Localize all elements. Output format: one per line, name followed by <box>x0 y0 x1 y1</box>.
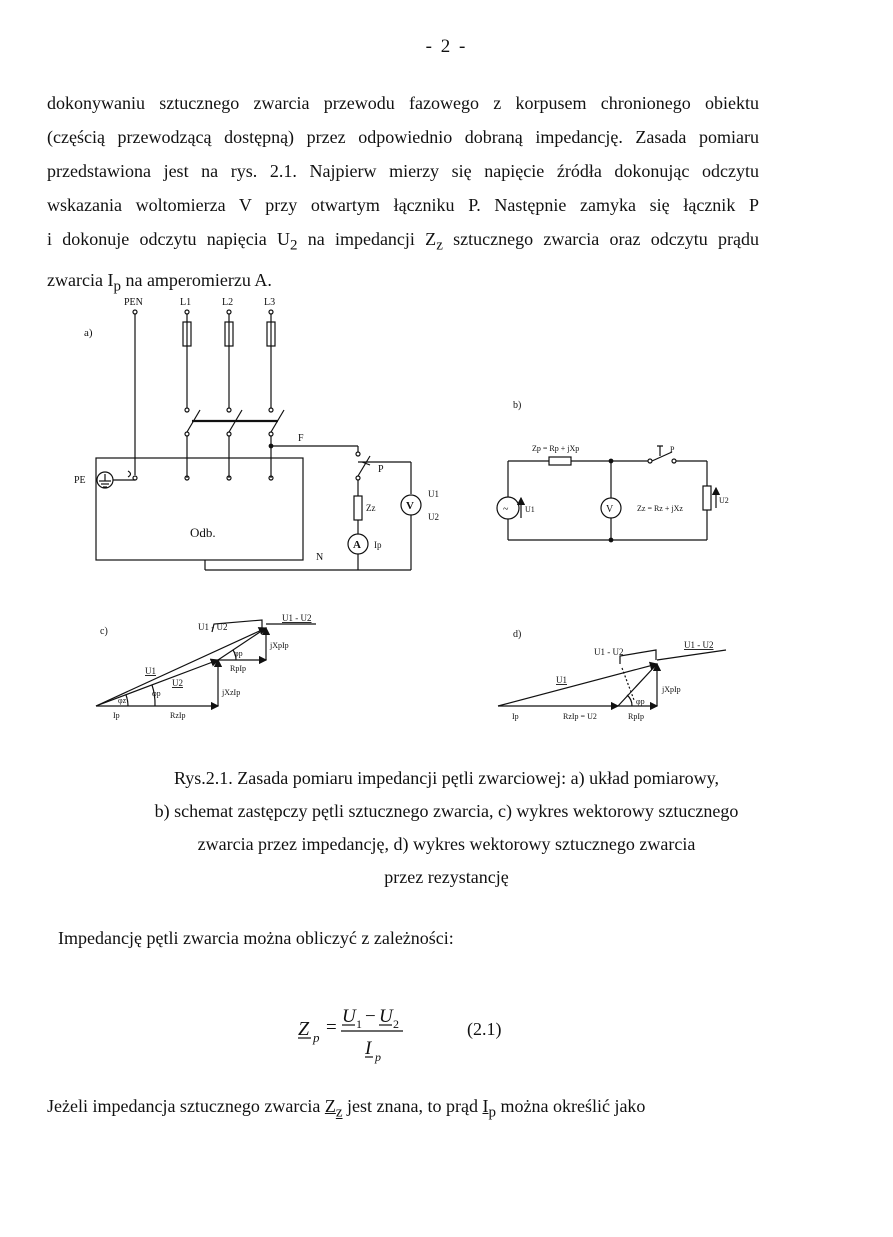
switch-p <box>358 456 370 476</box>
label-zz: Zz <box>366 503 376 513</box>
final-sentence <box>47 1096 645 1122</box>
line5-sub-2: z <box>436 237 443 254</box>
label-f: F <box>298 433 304 444</box>
formula-svg <box>295 1002 555 1072</box>
label-ip-a: Ip <box>374 540 382 550</box>
label-pen: PEN <box>124 297 143 308</box>
zp-equation: Zp = Rp + jXp <box>532 444 580 453</box>
caption-line-3: zwarcia przez impedancję, d) wykres wektorowy sztucznego zwarcia <box>197 834 696 854</box>
final-z-sub: z <box>335 1104 343 1121</box>
page-number: - 2 - <box>425 36 468 57</box>
c-u1-label: U1 <box>145 666 156 676</box>
line6-sub: p <box>113 278 121 295</box>
line5-part-b: na impedancji Z <box>297 229 437 249</box>
d-u1-label: U1 <box>556 675 567 685</box>
pen-terminal <box>133 310 137 314</box>
formula-num-a: U <box>342 1006 356 1027</box>
d-rzip-label: RzIp = U2 <box>563 712 597 721</box>
final-i: I <box>482 1096 489 1116</box>
switch-p-b <box>652 452 672 461</box>
final-part-a: Jeżeli impedancja sztucznego zwarcia <box>47 1096 325 1116</box>
c-phiz-label: φz <box>118 696 127 705</box>
panel-c-label: c) <box>100 626 108 637</box>
panel-b-label: b) <box>513 400 522 411</box>
panel-d <box>498 629 726 721</box>
circuit-figure <box>0 290 893 760</box>
c-u1-u2-label: U1 - U2 <box>198 622 228 632</box>
label-u1-a: U1 <box>428 489 439 499</box>
line5-sub-1: 2 <box>289 237 298 254</box>
formula-eq: = <box>326 1017 337 1038</box>
figure-caption <box>60 762 833 894</box>
final-i-sub: p <box>488 1104 496 1121</box>
c-phip-label: φp <box>234 649 243 658</box>
source-symbol: ~ <box>503 504 509 515</box>
label-pe: PE <box>74 475 86 486</box>
formula-num-minus: − <box>365 1006 376 1027</box>
label-u1-b: U1 <box>525 505 535 514</box>
final-part-b: jest znana, to prąd <box>342 1096 483 1116</box>
label-l1: L1 <box>180 297 192 308</box>
voltmeter-label: V <box>406 500 414 512</box>
d-u1-u2-vector-label: U1 - U2 <box>684 640 714 650</box>
load-box <box>96 458 303 560</box>
c-phip2-label: φp <box>152 689 161 698</box>
d-ip-label: Ip <box>512 712 519 721</box>
formula-num-a-sub: 1 <box>356 1017 362 1031</box>
body-paragraph <box>47 86 759 303</box>
panel-b <box>497 400 729 542</box>
d-jxpip-label: jXpIp <box>662 685 681 694</box>
c-rzip-label: RzIp <box>170 711 186 720</box>
caption-line-4: przez rezystancję <box>384 867 509 887</box>
paragraph-line-3: przedstawiona jest na rys. 2.1. Najpierw mierzy się napięcie źródła dokonując odczytu <box>47 161 759 181</box>
label-l3: L3 <box>264 297 276 308</box>
formula-intro: Impedancję pętli zwarcia można obliczyć z zależności: <box>58 928 454 948</box>
paragraph-line-2: (częścią przewodzącą dostępną) przez odpowiednio dobraną impedancję. Zasada pomiaru <box>47 127 759 147</box>
c-jxpip-label: jXpIp <box>270 641 289 650</box>
c-rpip-label: RpIp <box>230 664 246 673</box>
final-z: Z <box>324 1096 336 1116</box>
vector-u1-d <box>498 664 657 706</box>
label-p-a: P <box>378 464 384 475</box>
formula-num-b-sub: 2 <box>393 1017 399 1031</box>
zz-equation: Zz = Rz + jXz <box>637 504 683 513</box>
line5-part-c: sztucznego zwarcia oraz odczytu prądu <box>442 229 759 249</box>
c-u1-u2-vector-label: U1 - U2 <box>282 613 312 623</box>
paragraph-line-5 <box>47 222 759 263</box>
load-label: Odb. <box>190 525 216 540</box>
impedance-zp <box>549 457 571 465</box>
formula-number: (2.1) <box>467 1019 502 1039</box>
formula-2-1 <box>295 1002 555 1072</box>
final-part-c: można określić jako <box>495 1096 646 1116</box>
line6-part-a: zwarcia I <box>47 269 114 290</box>
impedance-zz <box>354 496 362 520</box>
d-u1-u2-label: U1 - U2 <box>594 647 624 657</box>
c-u2-label: U2 <box>172 678 183 688</box>
panel-a <box>74 297 439 570</box>
d-rpip-label: RpIp <box>628 712 644 721</box>
c-jxzip-label: jXzIp <box>222 688 241 697</box>
formula-lhs: Z <box>298 1018 310 1040</box>
formula-lhs-sub: p <box>313 1030 320 1045</box>
panel-c <box>96 613 316 720</box>
panel-a-label: a) <box>84 327 93 339</box>
formula-num-b: U <box>379 1006 393 1027</box>
label-p-b: P <box>670 445 675 454</box>
voltmeter-b-label: V <box>606 504 614 515</box>
formula-den: I <box>365 1038 372 1059</box>
panel-d-label: d) <box>513 629 522 640</box>
paragraph-line-1: dokonywaniu sztucznego zwarcia przewodu fazowego z korpusem chronionego obiektu <box>47 93 759 113</box>
phase-conductors <box>183 310 358 478</box>
label-u2-a: U2 <box>428 512 439 522</box>
figure-2-1 <box>0 290 893 760</box>
label-n: N <box>316 552 324 563</box>
vector-u2 <box>96 660 218 706</box>
line5-part-a: i dokonuje odczytu napięcia U <box>47 229 290 249</box>
impedance-zz-b <box>703 486 711 510</box>
c-ip-label: Ip <box>113 711 120 720</box>
ammeter-label: A <box>353 539 361 551</box>
d-phip-label: φp <box>636 697 645 706</box>
paragraph-line-4: wskazania woltomierza V przy otwartym łączniku P. Następnie zamyka się łącznik P <box>47 195 759 215</box>
caption-line-2: b) schemat zastępczy pętli sztucznego zwarcia, c) wykres wektorowy sztucznego <box>154 801 739 821</box>
label-l2: L2 <box>222 297 234 308</box>
formula-den-sub: p <box>375 1050 381 1064</box>
line6-part-b: na amperomierzu A. <box>120 269 272 290</box>
label-u2-b: U2 <box>719 496 729 505</box>
caption-line-1: Rys.2.1. Zasada pomiaru impedancji pętli zwarciowej: a) układ pomiarowy, <box>174 768 719 788</box>
